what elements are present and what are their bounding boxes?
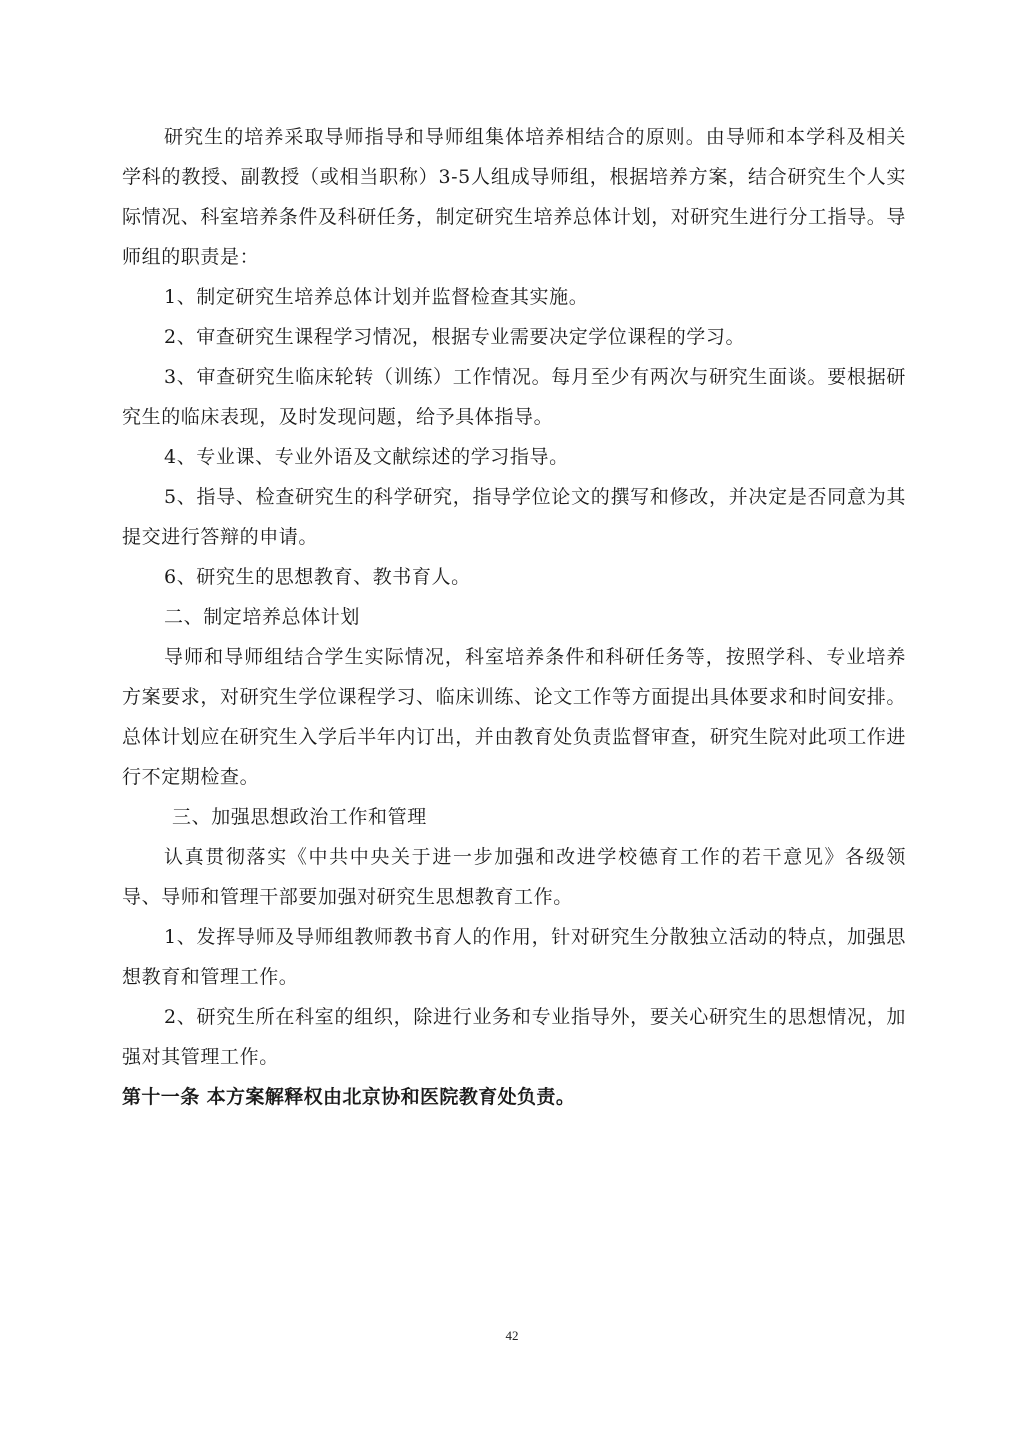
- article-eleven: 第十一条 本方案解释权由北京协和医院教育处负责。: [122, 1086, 576, 1108]
- duty-item-5: 5、指导、检查研究生的科学研究，指导学位论文的撰写和修改，并决定是否同意为其提交进行答辩的申请。: [122, 486, 906, 548]
- duty-item-2: 2、审查研究生课程学习情况，根据专业需要决定学位课程的学习。: [164, 326, 746, 348]
- section-three-body: 认真贯彻落实《中共中央关于进一步加强和改进学校德育工作的若干意见》各级领导、导师和管理干部要加强对研究生思想教育工作。: [122, 846, 906, 908]
- duty-item-3: 3、审查研究生临床轮转（训练）工作情况。每月至少有两次与研究生面谈。要根据研究生的临床表现，及时发现问题，给予具体指导。: [122, 366, 906, 428]
- section-two-heading: 二、制定培养总体计划: [164, 606, 361, 628]
- duty-item-4: 4、专业课、专业外语及文献综述的学习指导。: [164, 446, 569, 468]
- section-two-body: 导师和导师组结合学生实际情况，科室培养条件和科研任务等，按照学科、专业培养方案要求，对研究生学位课程学习、临床训练、论文工作等方面提出具体要求和时间安排。总体计划应在研究生入学后半年内订出，并由教育处负责监督审查，研究生院对此项工作进行不定期检查。: [122, 646, 907, 788]
- section-three-item-1: 1、发挥导师及导师组教师教书育人的作用，针对研究生分散独立活动的特点，加强思想教育和管理工作。: [122, 926, 906, 988]
- paragraph-advisor-group-principle: 研究生的培养采取导师指导和导师组集体培养相结合的原则。由导师和本学科及相关学科的教授、副教授（或相当职称）3-5人组成导师组，根据培养方案，结合研究生个人实际情况、科室培养条件及科研任务，制定研究生培养总体计划，对研究生进行分工指导。导师组的职责是：: [122, 126, 907, 268]
- section-three-heading: 三、加强思想政治工作和管理: [172, 806, 427, 828]
- page-number: 42: [505, 1328, 519, 1343]
- section-three-item-2: 2、研究生所在科室的组织，除进行业务和专业指导外，要关心研究生的思想情况，加强对其管理工作。: [122, 1006, 906, 1068]
- duty-item-6: 6、研究生的思想教育、教书育人。: [164, 566, 471, 588]
- document-body: [122, 117, 906, 1117]
- duty-item-1: 1、制定研究生培养总体计划并监督检查其实施。: [164, 286, 589, 308]
